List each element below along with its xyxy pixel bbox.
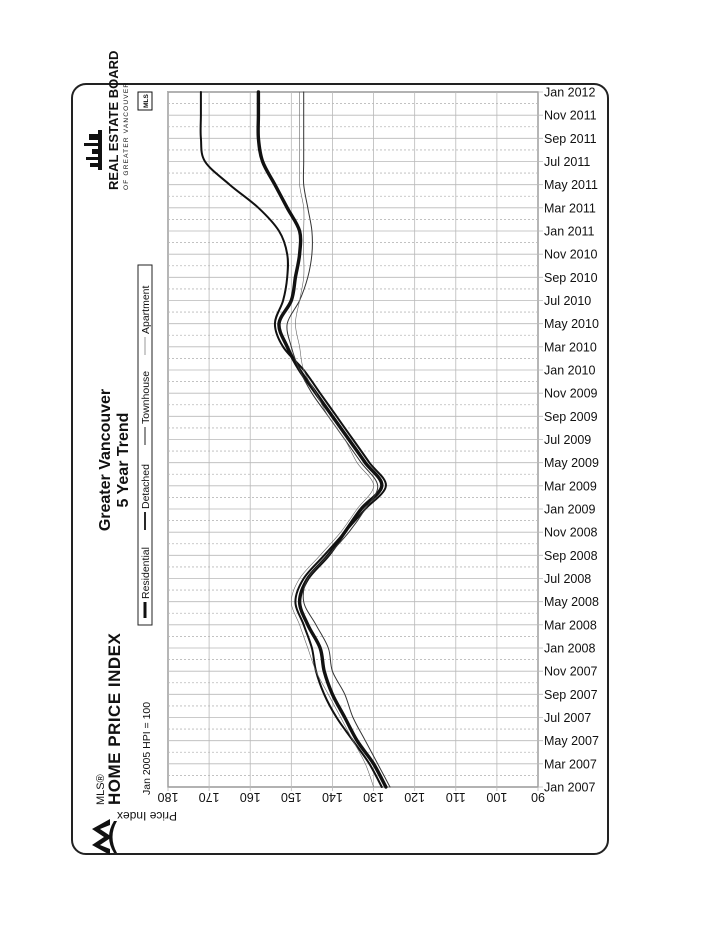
x-tick-label: Jan 2008 [544, 641, 596, 656]
x-tick-label: Jan 2010 [544, 363, 596, 378]
x-tick-label: Sep 2011 [544, 131, 597, 146]
y-tick-label: 150 [280, 790, 302, 804]
x-tick-label: Jul 2009 [544, 433, 592, 447]
x-tick-label: Sep 2010 [544, 270, 598, 285]
legend-label-apartment: Apartment [140, 285, 152, 334]
y-tick-label: 140 [322, 790, 343, 804]
legend-label-residential: Residential [140, 547, 152, 599]
x-tick-label: Nov 2008 [544, 525, 598, 540]
x-tick-label: May 2008 [544, 595, 599, 610]
x-tick-label: Mar 2011 [544, 201, 596, 216]
y-tick-label: 110 [445, 790, 466, 804]
mls-label: MLS® [95, 774, 107, 805]
x-tick-label: May 2011 [544, 178, 598, 193]
x-tick-label: Sep 2008 [544, 548, 598, 563]
x-tick-label: Mar 2010 [544, 340, 597, 355]
y-tick-label: 130 [363, 790, 384, 804]
legend-label-townhouse: Townhouse [140, 370, 152, 424]
board-name: REAL ESTATE BOARD [106, 50, 121, 190]
x-tick-label: Nov 2009 [544, 386, 598, 401]
mls-logo-icon [92, 819, 117, 855]
x-tick-label: May 2010 [544, 317, 599, 332]
x-tick-label: Nov 2010 [544, 247, 598, 262]
x-tick-label: May 2009 [544, 456, 599, 471]
hpi-title: HOME PRICE INDEX [105, 632, 124, 805]
corner-logo: MLS [143, 94, 150, 108]
y-tick-label: 180 [157, 790, 179, 804]
x-tick-label: Jul 2008 [544, 572, 592, 586]
x-tick-label: May 2007 [544, 734, 599, 749]
x-tick-label: Mar 2007 [544, 757, 597, 772]
x-tick-label: Jul 2007 [544, 711, 592, 725]
x-tick-label: Mar 2009 [544, 479, 597, 494]
y-tick-layer [158, 790, 545, 804]
x-tick-label: Mar 2008 [544, 618, 597, 633]
y-tick-label: 170 [198, 790, 220, 804]
y-tick-label: 90 [531, 790, 545, 804]
y-tick-label: 120 [404, 790, 426, 804]
board-skyline-icon [84, 130, 102, 170]
x-tick-label: Jan 2011 [544, 224, 595, 239]
x-tick-label: Nov 2011 [544, 108, 597, 123]
x-tick-label: Jul 2010 [544, 294, 592, 308]
baseline-note: Jan 2005 HPI = 100 [141, 701, 153, 795]
header-rotated [84, 51, 153, 855]
x-tick-label: Jul 2011 [544, 155, 591, 169]
x-tick-label: Jan 2012 [544, 85, 596, 100]
x-tick-label: Sep 2007 [544, 687, 598, 702]
x-tick-label: Sep 2009 [544, 409, 598, 424]
y-axis-label: Price Index [116, 809, 178, 823]
x-tick-label: Jan 2009 [544, 502, 596, 517]
legend-label-detached: Detached [140, 464, 152, 509]
y-tick-label: 100 [486, 790, 508, 804]
x-tick-label: Jan 2007 [544, 780, 596, 795]
y-tick-label: 160 [239, 790, 261, 804]
board-sub: OF GREATER VANCOUVER [123, 81, 130, 190]
chart-title: Greater Vancouver [97, 388, 114, 532]
x-tick-label: Nov 2007 [544, 664, 598, 679]
x-tick-layer [544, 86, 599, 795]
chart-subtitle: 5 Year Trend [115, 412, 132, 508]
